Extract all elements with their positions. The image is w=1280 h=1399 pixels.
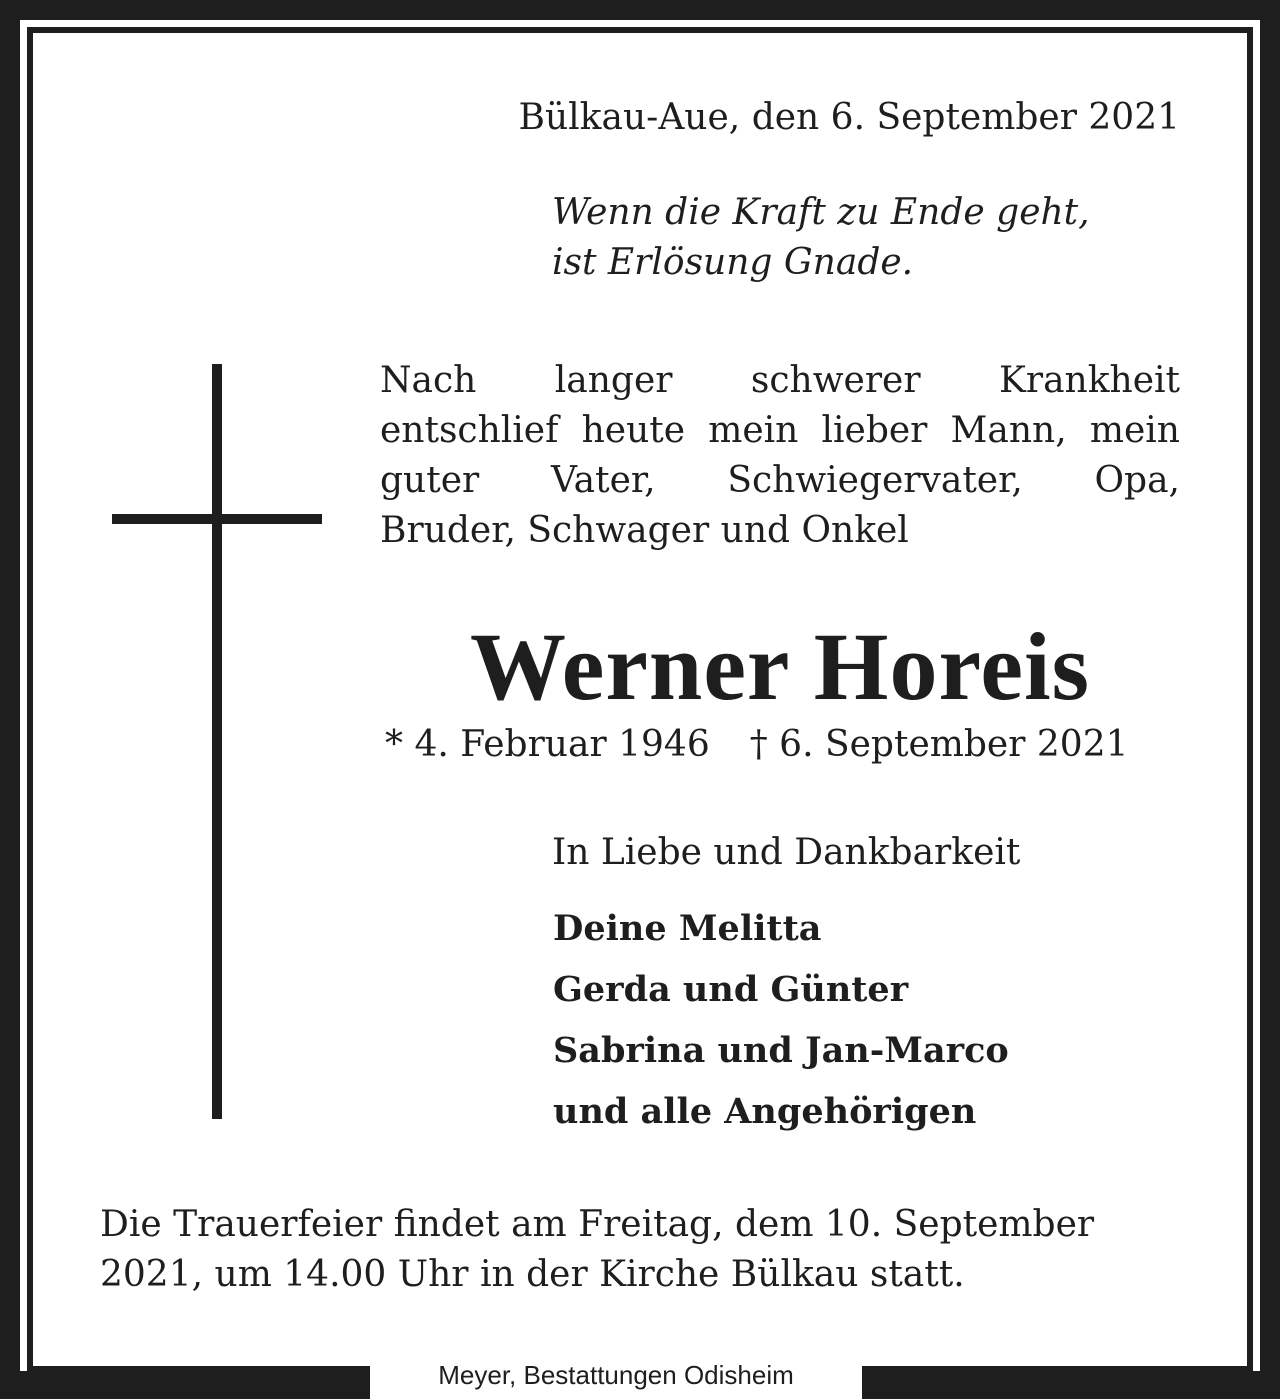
- mourner-entry: und alle Angehörigen: [553, 1091, 977, 1132]
- life-dates: [385, 720, 1129, 770]
- funeral-service-notice: [100, 1200, 1180, 1300]
- death-announcement-text: [380, 356, 1180, 556]
- closing-phrase: In Liebe und Dankbarkeit: [552, 832, 1021, 873]
- mourner-entry: Gerda und Günter: [553, 969, 909, 1010]
- announcement-line: Nach langer schwerer Krankheit: [380, 360, 1180, 401]
- place-date: Bülkau-Aue, den 6. September 2021: [518, 97, 1180, 138]
- mourner-entry: Deine Melitta: [553, 908, 822, 949]
- cross-vertical-bar: [212, 364, 222, 1119]
- death-date: † 6. September 2021: [749, 724, 1129, 765]
- deceased-name: Werner Horeis: [470, 613, 1090, 720]
- motto-line: ist Erlösung Gnade.: [552, 242, 914, 283]
- motto-line: Wenn die Kraft zu Ende geht,: [552, 192, 1090, 233]
- mourner-entry: Sabrina und Jan-Marco: [553, 1030, 1009, 1071]
- cross-horizontal-bar: [112, 514, 322, 524]
- mourners-list: [553, 898, 1009, 1142]
- birth-date: * 4. Februar 1946: [385, 724, 710, 765]
- announcement-line: guter Vater, Schwiegervater, Opa,: [380, 460, 1180, 501]
- service-line: 2021, um 14.00 Uhr in der Kirche Bülkau statt.: [100, 1254, 965, 1295]
- funeral-home-imprint: Meyer, Bestattungen Odisheim: [370, 1357, 862, 1399]
- announcement-line: Bruder, Schwager und Onkel: [380, 510, 909, 551]
- motto-verse: [552, 188, 1090, 288]
- service-line: Die Trauerfeier findet am Freitag, dem 10. September: [100, 1204, 1095, 1245]
- announcement-line: entschlief heute mein lieber Mann, mein: [380, 410, 1180, 451]
